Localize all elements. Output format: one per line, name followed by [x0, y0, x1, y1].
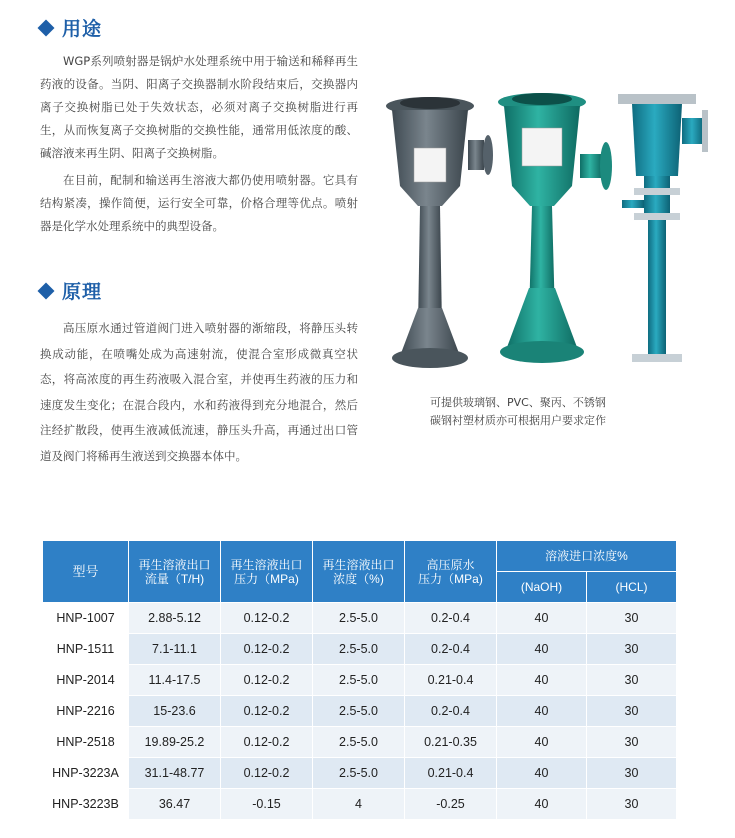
header-concentration — [313, 541, 405, 603]
cell-hcl: 30 — [587, 789, 677, 820]
header-concentration-line-1: 再生溶液出口 — [322, 557, 395, 572]
header-pressure — [221, 541, 313, 603]
principle-title: 原理 — [62, 281, 103, 303]
cell-concentration: 2.5-5.0 — [313, 758, 405, 789]
header-raw-pressure-line-1: 高压原水 — [426, 557, 475, 572]
cell-flow: 36.47 — [129, 789, 221, 820]
material-caption — [430, 394, 606, 430]
usage-heading — [40, 14, 102, 41]
header-naoh: (NaOH) — [497, 572, 587, 603]
cell-raw-pressure: 0.2-0.4 — [405, 634, 497, 665]
principle-text — [40, 316, 358, 469]
caption-line-2: 碳钢衬塑材质亦可根据用户要求定作 — [430, 414, 606, 427]
principle-heading — [40, 277, 102, 304]
cell-raw-pressure: 0.21-0.35 — [405, 727, 497, 758]
header-raw-pressure-line-2: 压力（MPa) — [418, 571, 483, 586]
header-concentration-line-2: 浓度（%) — [333, 571, 384, 586]
cell-pressure: 0.12-0.2 — [221, 727, 313, 758]
header-hcl: (HCL) — [587, 572, 677, 603]
cell-concentration: 2.5-5.0 — [313, 634, 405, 665]
nameplate — [522, 128, 562, 166]
cell-hcl: 30 — [587, 696, 677, 727]
table-row — [43, 634, 677, 665]
cell-naoh: 40 — [497, 634, 587, 665]
cell-raw-pressure: 0.21-0.4 — [405, 758, 497, 789]
usage-title: 用途 — [62, 18, 103, 40]
cell-flow: 15-23.6 — [129, 696, 221, 727]
cell-concentration: 2.5-5.0 — [313, 665, 405, 696]
cell-model: HNP-2518 — [43, 727, 129, 758]
diamond-bullet-icon — [38, 282, 55, 299]
cell-naoh: 40 — [497, 603, 587, 634]
blue-ejector — [618, 94, 708, 362]
usage-paragraph-1: WGP系列喷射器是锅炉水处理系统中用于输送和稀释再生药液的设备。当阴、阳离子交换器制水阶段结束后，交换器内离子交换树脂已处于失效状态，必须对离子交换树脂进行再生，从而恢复离子交换树脂的交换性能，通常用低浓度的酸、碱溶液来再生阴、阳离子交换树脂。 — [40, 54, 358, 160]
cell-concentration: 2.5-5.0 — [313, 727, 405, 758]
header-raw-pressure — [405, 541, 497, 603]
nameplate — [414, 148, 446, 182]
ejector-product-photo — [382, 88, 722, 380]
cell-naoh: 40 — [497, 665, 587, 696]
cell-model: HNP-1007 — [43, 603, 129, 634]
cell-model: HNP-3223A — [43, 758, 129, 789]
cell-naoh: 40 — [497, 758, 587, 789]
header-flow — [129, 541, 221, 603]
header-pressure-line-2: 压力（MPa) — [234, 571, 299, 586]
cell-flow: 31.1-48.77 — [129, 758, 221, 789]
cell-hcl: 30 — [587, 727, 677, 758]
principle-paragraph-1: 高压原水通过管道阀门进入喷射器的渐缩段，将静压头转换成动能，在喷嘴处成为高速射流，使混合室形成微真空状态，将高浓度的再生药液吸入混合室，并使再生药液的压力和速度发生变化；在混合段内，水和药液得到充分地混合，然后注经扩散段，使再生液减低流速，静压头升高，再通过出口管道及阀门将稀再生液送到交换器本体中。 — [40, 321, 358, 463]
cell-hcl: 30 — [587, 634, 677, 665]
usage-text — [40, 50, 358, 238]
cell-pressure: 0.12-0.2 — [221, 665, 313, 696]
header-flow-line-2: 流量（T/H) — [144, 571, 205, 586]
cell-concentration: 2.5-5.0 — [313, 696, 405, 727]
header-model: 型号 — [43, 541, 129, 603]
usage-paragraph-2: 在目前，配制和输送再生溶液大都仍使用喷射器。它具有结构紧凑，操作简便，运行安全可靠，价格合理等优点。喷射器是化学水处理系统中的典型设备。 — [40, 173, 358, 233]
table-row — [43, 603, 677, 634]
spec-table — [42, 540, 677, 820]
table-row — [43, 696, 677, 727]
cell-flow: 7.1-11.1 — [129, 634, 221, 665]
cell-model: HNP-2216 — [43, 696, 129, 727]
cell-naoh: 40 — [497, 727, 587, 758]
cell-concentration: 4 — [313, 789, 405, 820]
cell-model: HNP-2014 — [43, 665, 129, 696]
cell-flow: 19.89-25.2 — [129, 727, 221, 758]
cell-pressure: -0.15 — [221, 789, 313, 820]
cell-hcl: 30 — [587, 758, 677, 789]
table-row — [43, 758, 677, 789]
cell-flow: 11.4-17.5 — [129, 665, 221, 696]
table-row — [43, 727, 677, 758]
table-row — [43, 665, 677, 696]
cell-naoh: 40 — [497, 789, 587, 820]
header-pressure-line-1: 再生溶液出口 — [230, 557, 303, 572]
header-flow-line-1: 再生溶液出口 — [138, 557, 211, 572]
cell-concentration: 2.5-5.0 — [313, 603, 405, 634]
table-header-row — [43, 541, 677, 572]
diamond-bullet-icon — [38, 19, 55, 36]
cell-raw-pressure: 0.2-0.4 — [405, 603, 497, 634]
teal-ejector — [498, 93, 612, 363]
cell-flow: 2.88-5.12 — [129, 603, 221, 634]
cell-raw-pressure: -0.25 — [405, 789, 497, 820]
cell-raw-pressure: 0.2-0.4 — [405, 696, 497, 727]
cell-hcl: 30 — [587, 603, 677, 634]
cell-model: HNP-1511 — [43, 634, 129, 665]
cell-pressure: 0.12-0.2 — [221, 696, 313, 727]
caption-line-1: 可提供玻璃钢、PVC、聚丙、不锈钢 — [430, 396, 606, 409]
cell-hcl: 30 — [587, 665, 677, 696]
cell-pressure: 0.12-0.2 — [221, 758, 313, 789]
table-row — [43, 789, 677, 820]
cell-model: HNP-3223B — [43, 789, 129, 820]
cell-naoh: 40 — [497, 696, 587, 727]
header-inlet-concentration: 溶液进口浓度% — [497, 541, 677, 572]
cell-pressure: 0.12-0.2 — [221, 634, 313, 665]
cell-raw-pressure: 0.21-0.4 — [405, 665, 497, 696]
gray-ejector — [386, 97, 493, 368]
cell-pressure: 0.12-0.2 — [221, 603, 313, 634]
